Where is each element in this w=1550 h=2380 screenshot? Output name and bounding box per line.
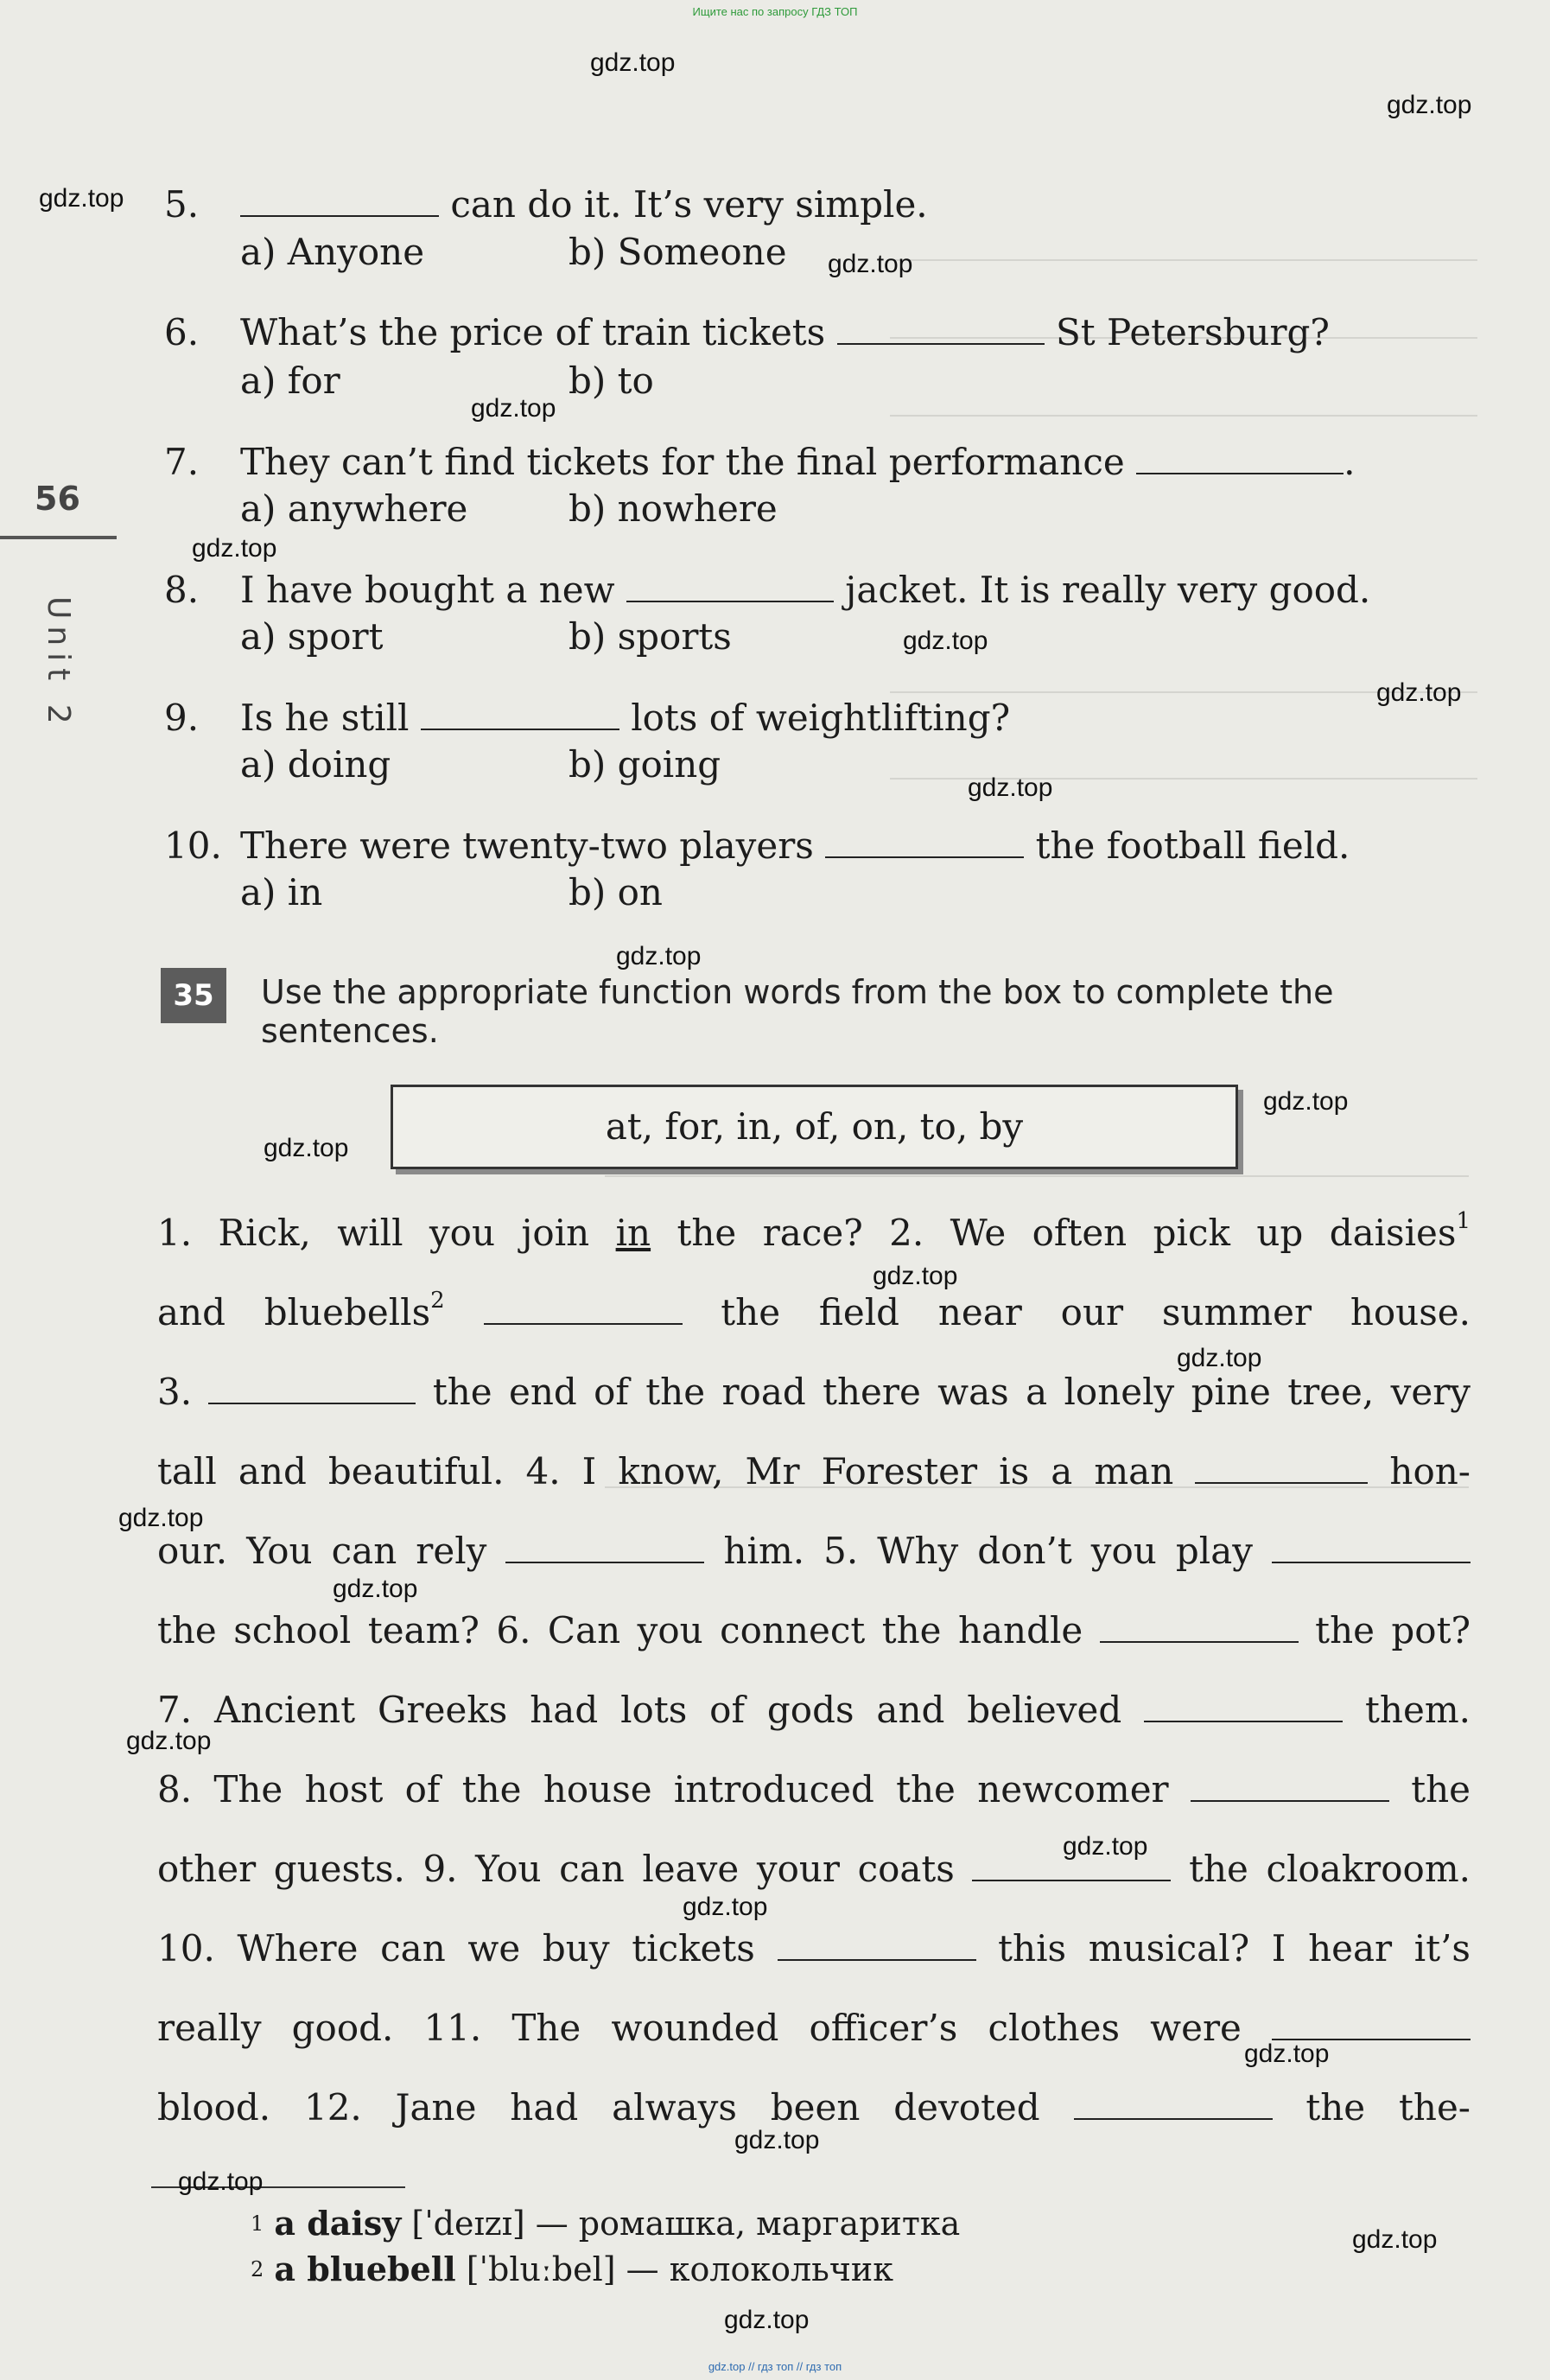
- paragraph-line: tall and beautiful. 4. I know, Mr Forester is a man hon-: [157, 1450, 1471, 1492]
- watermark: gdz.top: [1063, 1832, 1148, 1861]
- exercise-instruction: Use the appropriate function words from the box to complete the sentences.: [261, 973, 1334, 1050]
- header-note: Ищите нас по запросу ГДЗ ТОП: [692, 5, 858, 18]
- option-a: a) in: [240, 871, 323, 913]
- paragraph-line: 7. Ancient Greeks had lots of gods and believed them.: [157, 1689, 1471, 1731]
- option-b: b) to: [569, 360, 654, 402]
- answer-blank[interactable]: [1272, 1536, 1471, 1563]
- watermark: gdz.top: [828, 250, 913, 278]
- watermark: gdz.top: [683, 1893, 768, 1921]
- question-6: 6. What’s the price of train tickets St Petersburg?: [164, 311, 1330, 353]
- watermark: gdz.top: [118, 1504, 204, 1532]
- page-number-rule: [0, 536, 117, 539]
- watermark: gdz.top: [1244, 2040, 1330, 2068]
- watermark: gdz.top: [724, 2306, 810, 2334]
- answer-blank[interactable]: [1074, 2092, 1273, 2120]
- page-number: 56: [35, 480, 80, 518]
- watermark: gdz.top: [903, 627, 988, 655]
- question-9-options: [240, 741, 721, 788]
- answer-blank[interactable]: [1195, 1456, 1368, 1484]
- watermark: gdz.top: [1263, 1087, 1349, 1116]
- watermark: gdz.top: [192, 534, 277, 563]
- paragraph-line: other guests. 9. You can leave your coats the cloakroom.: [157, 1848, 1471, 1890]
- option-b: b) on: [569, 871, 663, 913]
- paragraph-line: 10. Where can we buy tickets this musical? I hear it’s: [157, 1927, 1471, 1970]
- answer-blank[interactable]: [1144, 1695, 1343, 1722]
- question-8-options: [240, 614, 732, 660]
- answer-blank[interactable]: [208, 1377, 416, 1404]
- question-6-options: [240, 358, 654, 404]
- answer-blank[interactable]: [484, 1297, 683, 1325]
- watermark: gdz.top: [264, 1134, 349, 1162]
- paragraph-line: 3. the end of the road there was a lonely pine tree, very: [157, 1371, 1471, 1413]
- question-7: 7. They can’t find tickets for the final performance .: [164, 441, 1356, 483]
- question-5: 5. can do it. It’s very simple.: [164, 183, 928, 226]
- option-a: a) doing: [240, 743, 391, 786]
- answer-blank[interactable]: [1100, 1615, 1299, 1643]
- question-9: 9. Is he still lots of weightlifting?: [164, 697, 1011, 739]
- paragraph-line: and bluebells$^2$ the field near our summer house.: [157, 1288, 1471, 1333]
- question-5-options: [240, 229, 787, 276]
- watermark: gdz.top: [126, 1727, 212, 1755]
- option-b: b) Someone: [569, 231, 787, 273]
- option-a: a) anywhere: [240, 487, 468, 530]
- answer-blank[interactable]: [1191, 1774, 1389, 1802]
- paragraph-line: our. You can rely him. 5. Why don’t you play: [157, 1528, 1471, 1575]
- watermark: gdz.top: [333, 1575, 418, 1603]
- option-b: b) sports: [569, 615, 732, 658]
- exercise-number-badge: 35: [161, 968, 226, 1023]
- watermark: gdz.top: [1352, 2225, 1438, 2254]
- watermark: gdz.top: [1177, 1344, 1262, 1372]
- question-10-options: [240, 869, 663, 916]
- answer-blank[interactable]: [240, 189, 439, 217]
- paragraph-line: 8. The host of the house introduced the newcomer the: [157, 1768, 1471, 1810]
- answer-blank[interactable]: [825, 830, 1024, 858]
- answer-blank[interactable]: [626, 575, 834, 602]
- watermark: gdz.top: [1376, 678, 1462, 707]
- option-a: a) for: [240, 360, 340, 402]
- answer-blank[interactable]: [421, 703, 619, 730]
- watermark: gdz.top: [471, 394, 556, 423]
- unit-label: Unit 2: [41, 596, 76, 731]
- footnote-1: $^1$ a daisy [ˈdeɪzɪ] — ромашка, маргаритка: [251, 2204, 961, 2243]
- footnote-2: $^2$ a bluebell [ˈbluːbel] — колокольчик: [251, 2250, 894, 2288]
- question-7-options: [240, 486, 778, 532]
- option-b: b) going: [569, 743, 721, 786]
- paragraph-line: blood. 12. Jane had always been devoted the the-: [157, 2086, 1471, 2129]
- option-a: a) Anyone: [240, 231, 425, 273]
- paragraph-line: 1. Rick, will you join in the race? 2. We often pick up daisies$^1$: [157, 1208, 1471, 1254]
- option-a: a) sport: [240, 615, 384, 658]
- watermark: gdz.top: [734, 2126, 820, 2154]
- option-b: b) nowhere: [569, 487, 778, 530]
- watermark: gdz.top: [590, 48, 676, 77]
- watermark: gdz.top: [1387, 91, 1472, 119]
- answer-blank[interactable]: [837, 317, 1045, 345]
- paragraph-line: the school team? 6. Can you connect the handle the pot?: [157, 1609, 1471, 1651]
- watermark: gdz.top: [178, 2167, 264, 2196]
- answer-blank[interactable]: [1136, 447, 1344, 474]
- paragraph-line: really good. 11. The wounded officer’s clothes were: [157, 2005, 1471, 2052]
- watermark: gdz.top: [873, 1262, 958, 1290]
- watermark: gdz.top: [616, 942, 702, 970]
- answer-blank[interactable]: [1272, 2013, 1471, 2040]
- question-10: 10. There were twenty-two players the football field.: [164, 824, 1350, 867]
- word-box: at, for, in, of, on, to, by: [391, 1085, 1238, 1169]
- footer-note: gdz.top // гдз топ // гдз топ: [708, 2360, 842, 2373]
- answer-blank[interactable]: [778, 1933, 976, 1961]
- question-8: 8. I have bought a new jacket. It is really very good.: [164, 569, 1371, 611]
- watermark: gdz.top: [968, 773, 1053, 802]
- answer-blank[interactable]: [505, 1536, 704, 1563]
- watermark: gdz.top: [39, 184, 124, 213]
